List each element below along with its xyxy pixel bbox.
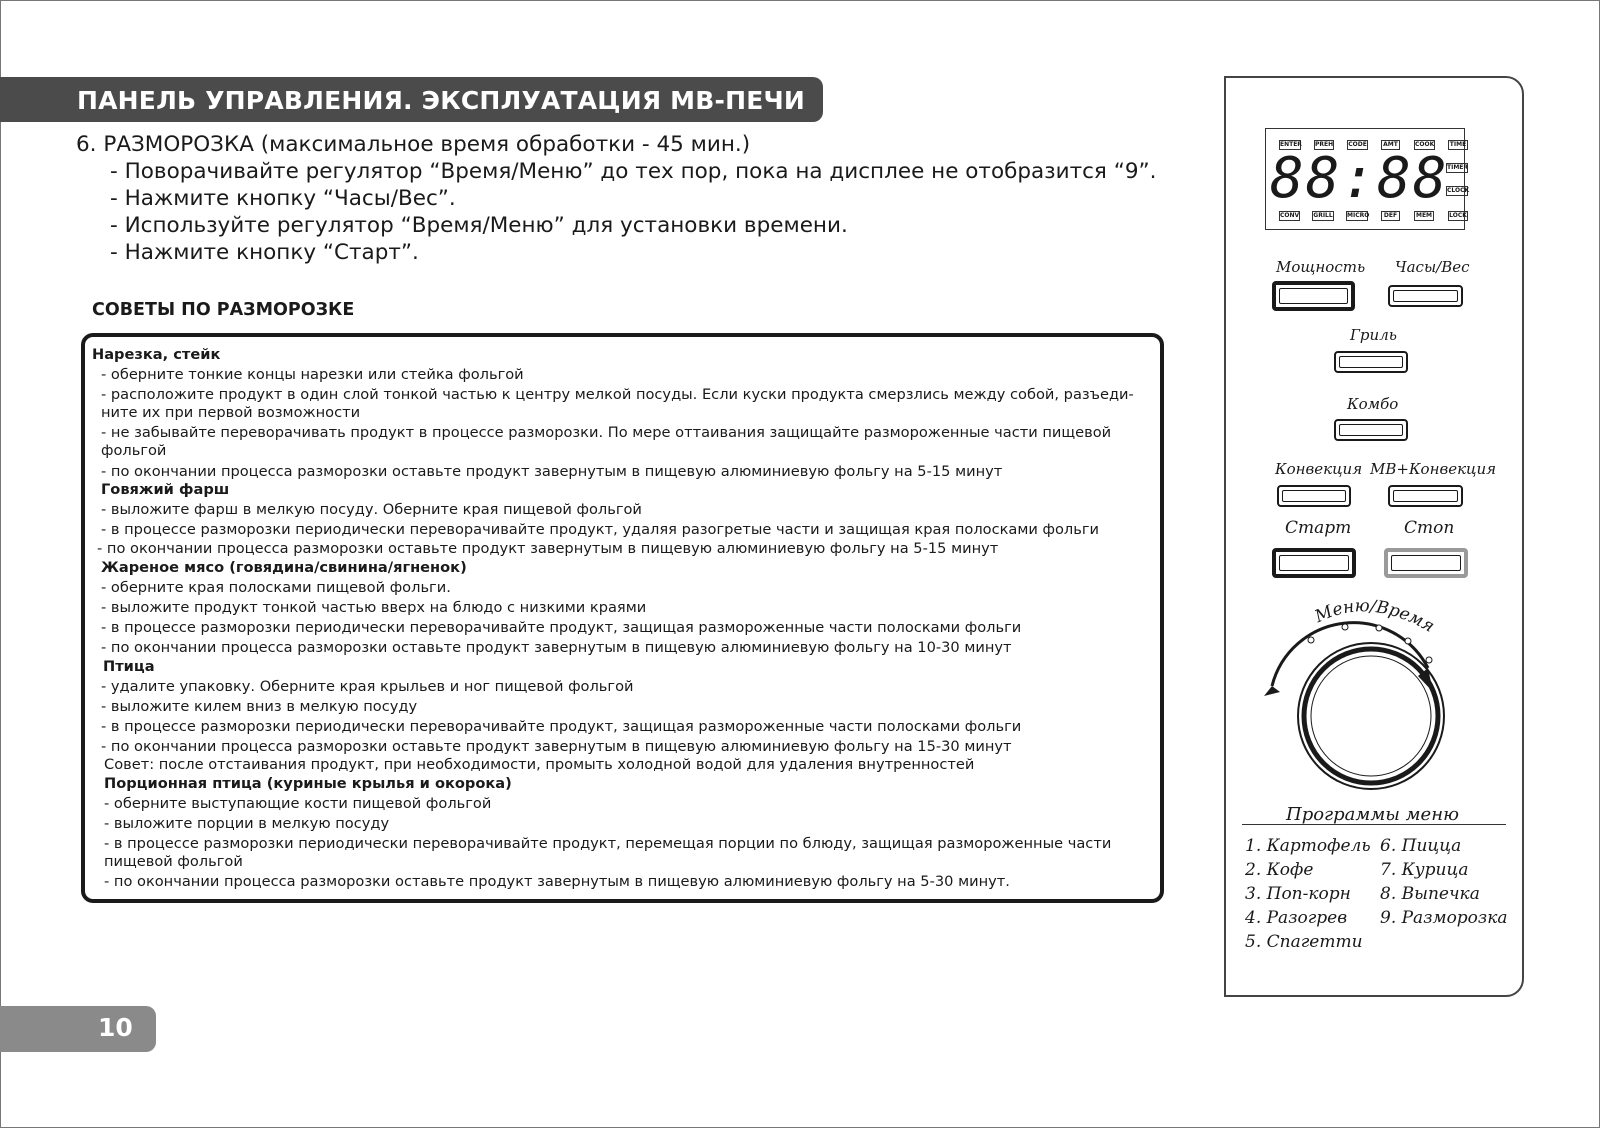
indicator-mem: MEM: [1415, 212, 1433, 219]
indicator-code: CODE: [1348, 141, 1367, 148]
indicator-time: TIME: [1449, 141, 1467, 148]
mw-convection-button-illustration: [1388, 485, 1463, 507]
grill-button-illustration: [1334, 351, 1408, 373]
indicator-amt: AMT: [1381, 140, 1400, 150]
tips-subheading: Жареное мясо (говядина/свинина/ягненок): [101, 559, 467, 576]
tips-line: фольгой: [101, 442, 167, 459]
indicator-def: DEF: [1381, 211, 1400, 221]
tips-line: ните их при первой возможности: [101, 404, 361, 421]
menu-item: 2. Кофе: [1245, 860, 1314, 880]
tips-line: - оберните края полосками пищевой фольги.: [101, 579, 451, 596]
section-heading: 6. РАЗМОРОЗКА (максимальное время обработки - 45 мин.): [76, 132, 751, 157]
clock-weight-button-illustration: [1388, 285, 1463, 307]
dial-label: [1311, 596, 1438, 636]
menu-programs-title: Программы меню: [1286, 804, 1459, 825]
tips-line: - по окончании процесса разморозки оставьте продукт завернутым в пищевую алюминиевую фольгу на 5-30 минут.: [104, 873, 1010, 890]
start-button-illustration: [1272, 548, 1356, 578]
tips-subheading: Порционная птица (куриные крылья и окорока): [104, 775, 512, 792]
tips-line: - по окончании процесса разморозки оставьте продукт завернутым в пищевую алюминиевую фольгу на 5-15 минут: [97, 540, 999, 557]
indicator-preh: PREH: [1315, 141, 1334, 148]
tips-line: - выложите фарш в мелкую посуду. Оберните края пищевой фольгой: [101, 501, 642, 518]
stop-label: Стоп: [1404, 518, 1455, 538]
instruction-step: - Нажмите кнопку “Часы/Вес”.: [110, 186, 456, 211]
tips-line: Совет: после отстаивания продукт, при необходимости, промыть холодной водой для удаления внутренностей: [104, 756, 975, 773]
tips-line: пищевой фольгой: [104, 853, 243, 870]
dial-label-path: Меню/Время: [1311, 596, 1438, 637]
indicator-clock: CLOCK: [1447, 187, 1470, 194]
menu-item: 4. Разогрев: [1245, 908, 1348, 928]
tips-line: - в процессе разморозки периодически переворачивайте продукт, перемещая порции по блюду, защищая размороженные части: [104, 835, 1112, 852]
tips-line: - по окончании процесса разморозки оставьте продукт завернутым в пищевую алюминиевую фольгу на 15-30 минут: [101, 738, 1012, 755]
tips-line: - оберните выступающие кости пищевой фольгой: [104, 795, 492, 812]
indicator-enter: ENTER: [1280, 141, 1302, 148]
tips-title: СОВЕТЫ ПО РАЗМОРОЗКЕ: [92, 300, 355, 320]
stop-button-illustration: [1384, 548, 1468, 578]
menu-item: 8. Выпечка: [1380, 884, 1480, 904]
tips-line: - удалите упаковку. Оберните края крыльев и ног пищевой фольгой: [101, 678, 634, 695]
tips-line: - в процессе разморозки периодически переворачивайте продукт, защищая размороженные части полосками фольги: [101, 718, 1022, 735]
tips-line: - оберните тонкие концы нарезки или стейка фольгой: [101, 366, 524, 383]
indicator-conv: CONV: [1280, 212, 1300, 219]
instruction-step: - Поворачивайте регулятор “Время/Меню” до тех пор, пока на дисплее не отобразится “9”.: [110, 159, 1157, 184]
convection-button-illustration: [1277, 485, 1351, 507]
page-title: ПАНЕЛЬ УПРАВЛЕНИЯ. ЭКСПЛУАТАЦИЯ МВ-ПЕЧИ: [77, 86, 806, 115]
combo-button-illustration: [1334, 419, 1408, 441]
power-label: Мощность: [1276, 258, 1366, 276]
menu-item: 5. Спагетти: [1245, 932, 1363, 952]
indicator-lock: LOCK: [1449, 212, 1467, 219]
tips-subheading: Нарезка, стейк: [92, 346, 221, 363]
tips-line: - выложите порции в мелкую посуду: [104, 815, 390, 832]
tips-line: - в процессе разморозки периодически переворачивайте продукт, удаляя разогретые части и защищая края полосками фольги: [101, 521, 1099, 538]
indicator-micro: MICRO: [1347, 212, 1370, 219]
tips-line: - по окончании процесса разморозки оставьте продукт завернутым в пищевую алюминиевую фольгу на 10-30 минут: [101, 639, 1012, 656]
tips-line: - не забывайте переворачивать продукт в процессе разморозки. По мере оттаивания защищайте размороженные части пищевой: [101, 424, 1112, 441]
menu-item: 6. Пицца: [1380, 836, 1462, 856]
menu-item: 1. Картофель: [1245, 836, 1371, 856]
menu-item: 7. Курица: [1380, 860, 1469, 880]
power-button-illustration: [1272, 281, 1355, 311]
tips-line: - по окончании процесса разморозки оставьте продукт завернутым в пищевую алюминиевую фольгу на 5-15 минут: [101, 463, 1003, 480]
indicator-grill: GRILL: [1313, 212, 1333, 219]
grill-label: Гриль: [1350, 326, 1397, 344]
page-number: 10: [98, 1013, 133, 1042]
tips-line: - выложите килем вниз в мелкую посуду: [101, 698, 418, 715]
menu-title-rule: [1242, 824, 1506, 825]
indicator-timer: TIMER: [1447, 164, 1469, 171]
tips-line: - расположите продукт в один слой тонкой частью к центру мелкой посуды. Если куски продукта смерзлись между собой, разъеди-: [101, 386, 1134, 403]
mw-convection-label: МВ+Конвекция: [1370, 460, 1497, 478]
menu-item: 3. Поп-корн: [1245, 884, 1351, 904]
tips-subheading: Говяжий фарш: [101, 481, 230, 498]
instruction-step: - Используйте регулятор “Время/Меню” для установки времени.: [110, 213, 848, 238]
tips-subheading: Птица: [103, 658, 155, 675]
tips-line: - выложите продукт тонкой частью вверх на блюдо с низкими краями: [101, 599, 647, 616]
convection-label: Конвекция: [1275, 460, 1363, 478]
tips-line: - в процессе разморозки периодически переворачивайте продукт, защищая размороженные части полосками фольги: [101, 619, 1022, 636]
combo-label: Комбо: [1347, 395, 1399, 413]
display-digits: 88:88: [1270, 146, 1449, 211]
menu-time-dial: [1250, 590, 1480, 790]
indicator-cook: COOK: [1415, 141, 1435, 148]
instruction-step: - Нажмите кнопку “Старт”.: [110, 240, 419, 265]
start-label: Старт: [1285, 518, 1352, 538]
clock-weight-label: Часы/Вес: [1395, 258, 1470, 276]
menu-item: 9. Разморозка: [1380, 908, 1508, 928]
